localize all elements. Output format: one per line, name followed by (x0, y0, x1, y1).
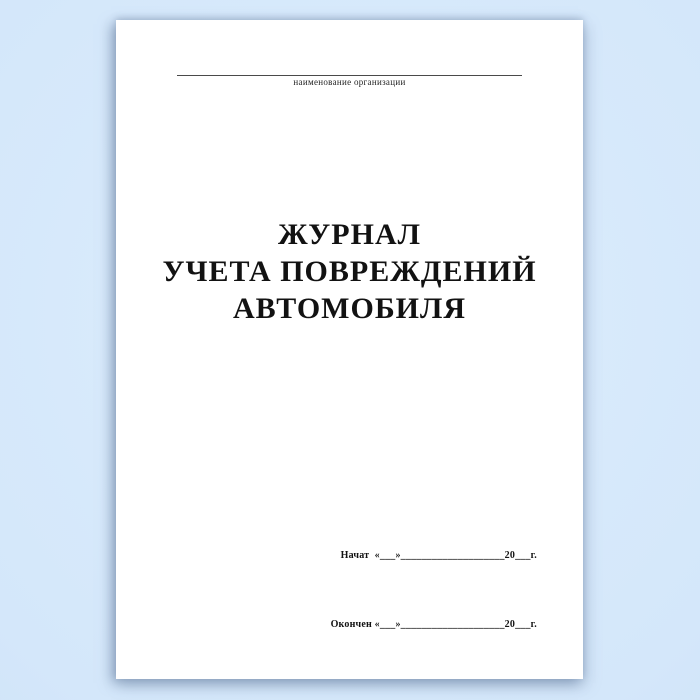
organization-name-block (177, 75, 522, 87)
journal-title (116, 216, 583, 327)
finished-date-line: Окончен «___»____________________20___г. (330, 619, 537, 630)
date-fill-in-block (331, 498, 537, 682)
journal-title-line-3: АВТОМОБИЛЯ (232, 292, 467, 325)
journal-title-line-1: ЖУРНАЛ (278, 218, 421, 251)
journal-cover-page (116, 20, 583, 679)
organization-name-caption: наименование организации (293, 77, 406, 87)
organization-name-underline (177, 75, 522, 76)
journal-title-line-2: УЧЕТА ПОВРЕЖДЕНИЙ (162, 255, 537, 288)
started-date-line: Начат «___»____________________20___г. (340, 550, 537, 561)
